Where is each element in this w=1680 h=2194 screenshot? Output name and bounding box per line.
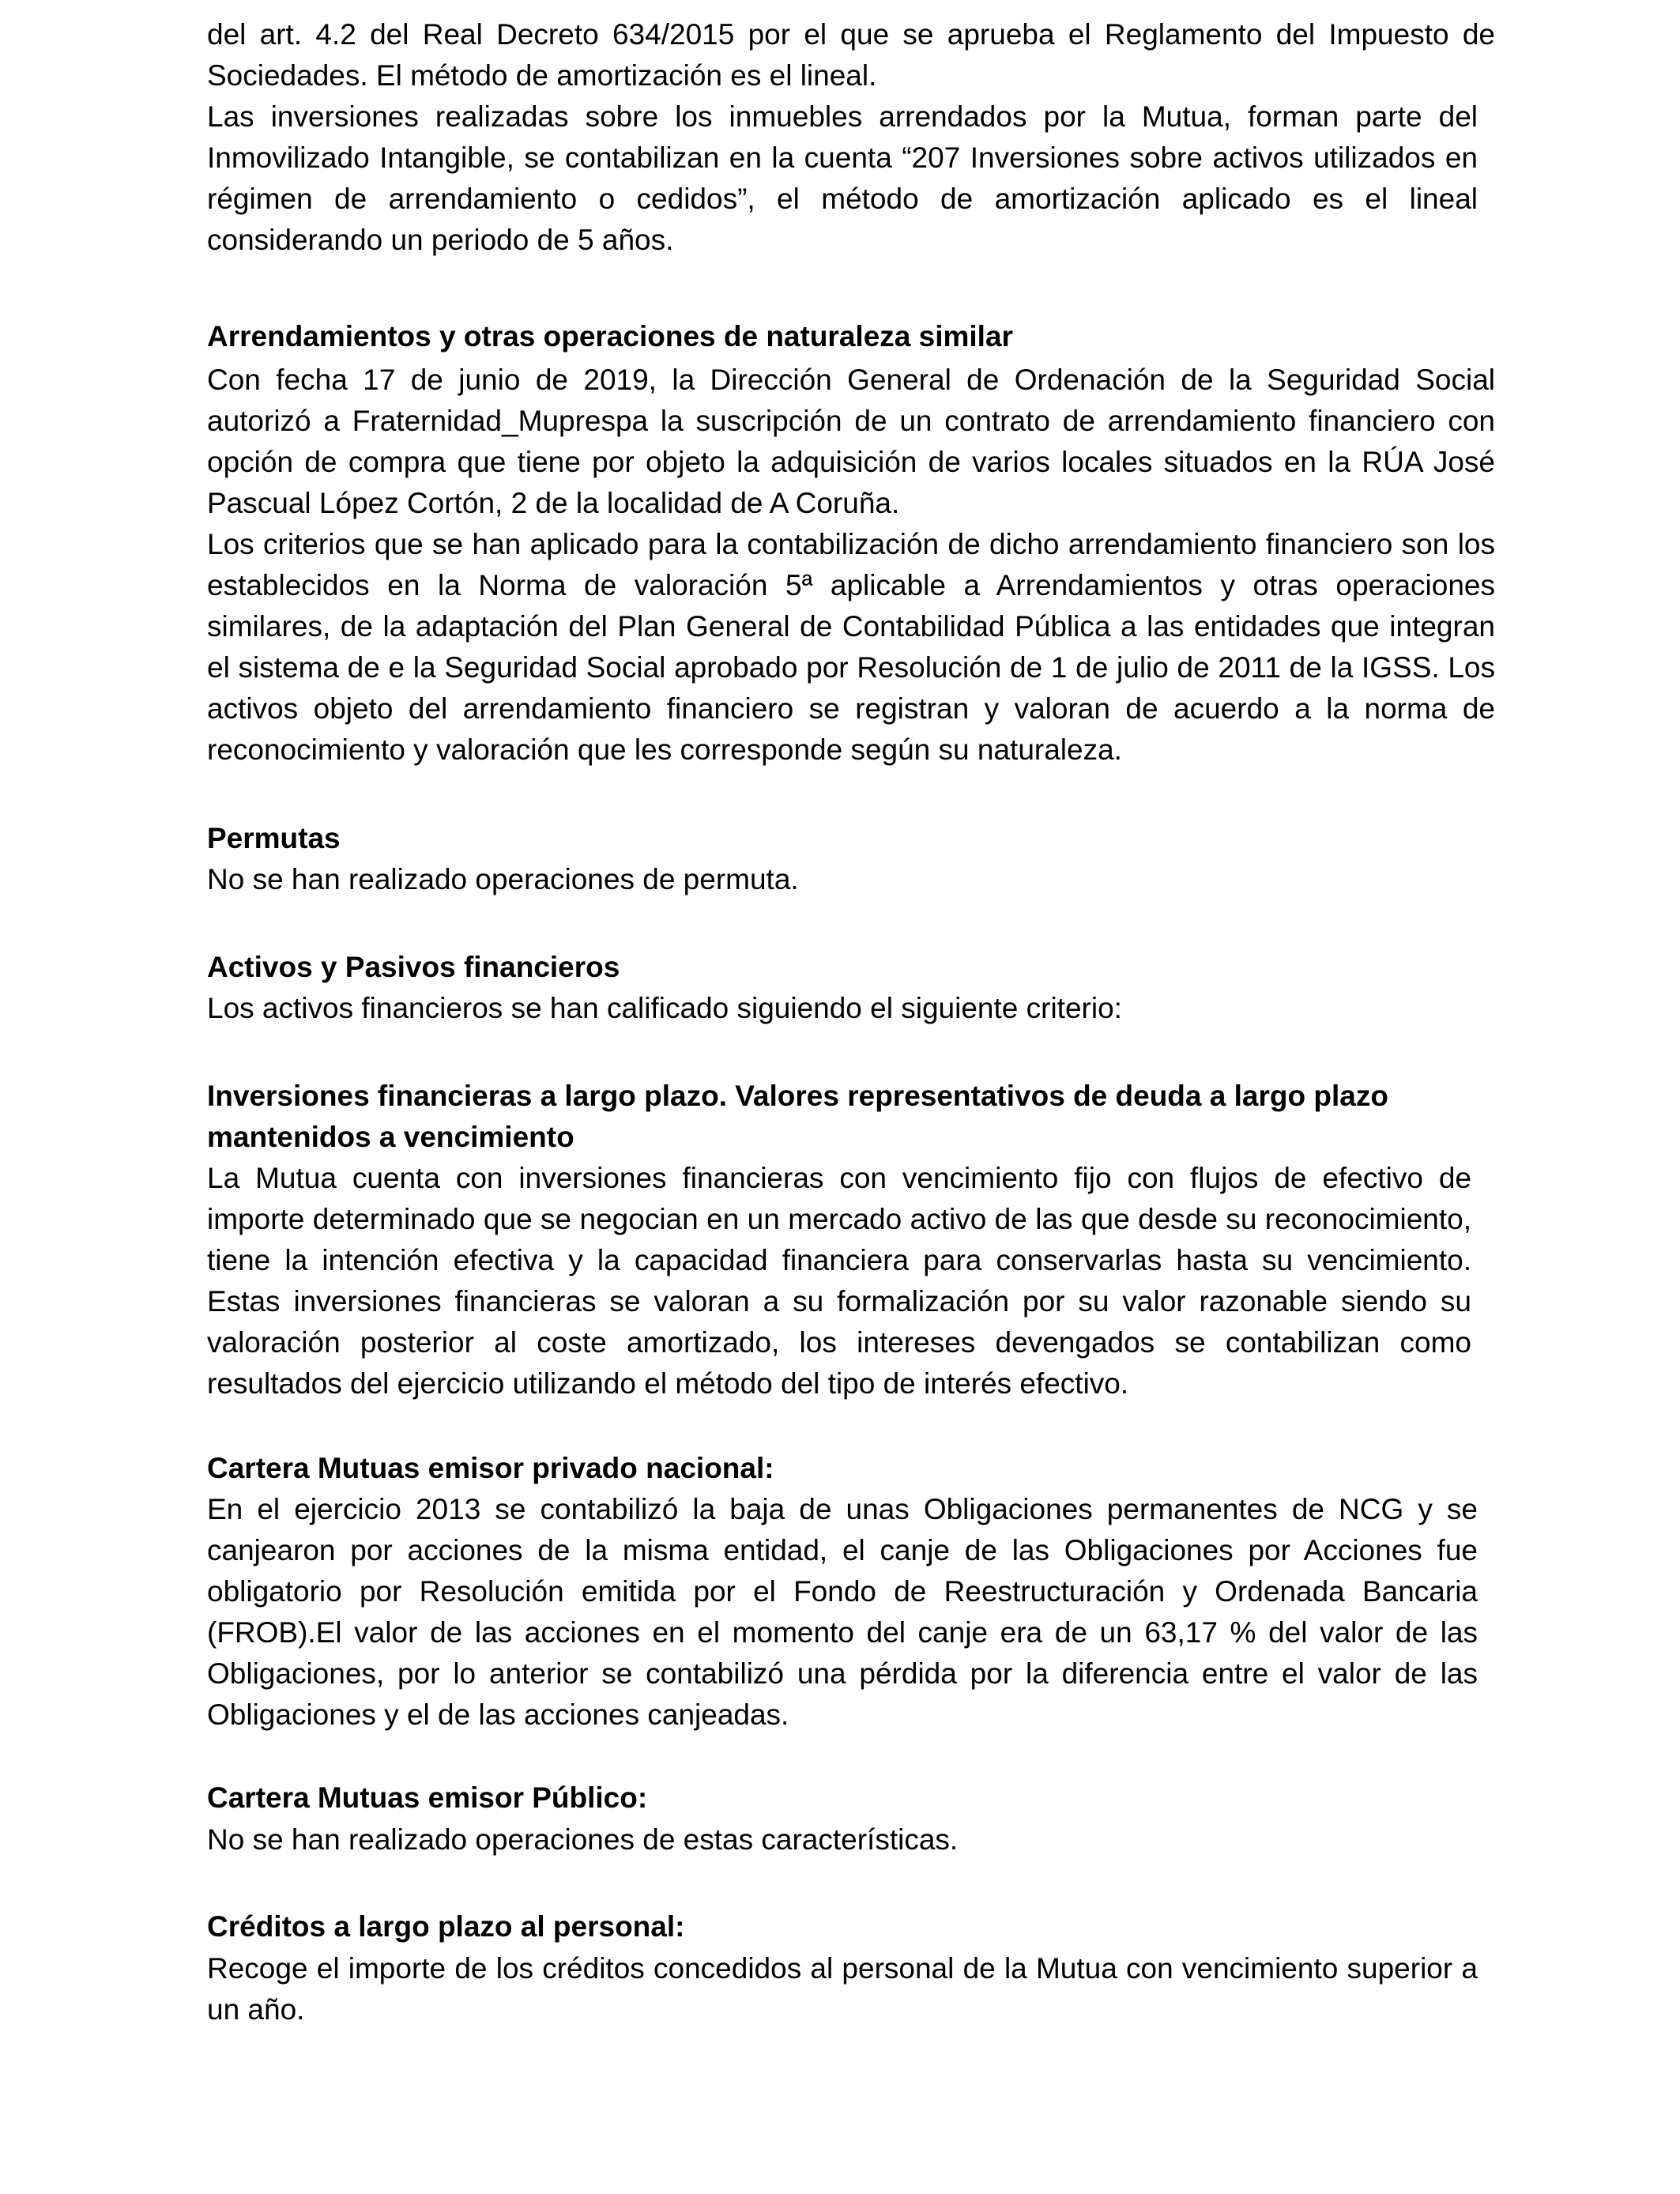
heading-creditos: Créditos a largo plazo al personal:: [207, 1910, 685, 1943]
heading-inversiones: Inversiones financieras a largo plazo. Valores representativos de deuda a largo plazo mantenidos a vencimiento: [207, 1080, 1388, 1153]
heading-cartera-publico: Cartera Mutuas emisor Público:: [207, 1781, 648, 1814]
paragraph-inversiones: La Mutua cuenta con inversiones financieras con vencimiento fijo con flujos de efectivo de importe determinado que se negocian en un mercado activo de las que desde su reconocimiento, tiene la intención efectiva y la capacidad financiera para conservarlas hasta su vencimiento. Estas inversiones financieras se valoran a su formalización por su valor razonable siendo su valoración posterior al coste amortizado, los intereses devengados se contabilizan como resultados del ejercicio utilizando el método del tipo de interés efectivo.: [207, 1162, 1471, 1400]
heading-activos-pasivos: Activos y Pasivos financieros: [207, 951, 620, 983]
paragraph-intro-1: del art. 4.2 del Real Decreto 634/2015 por el que se aprueba el Reglamento del Impuesto de Sociedades. El método de amortización es el lineal.: [207, 18, 1495, 92]
heading-arrendamientos: Arrendamientos y otras operaciones de naturaleza similar: [207, 320, 1013, 352]
paragraph-creditos: Recoge el importe de los créditos concedidos al personal de la Mutua con vencimiento superior a un año.: [207, 1952, 1478, 2026]
paragraph-activos-pasivos: Los activos financieros se han calificado siguiendo el siguiente criterio:: [207, 992, 1122, 1024]
paragraph-cartera-privado: En el ejercicio 2013 se contabilizó la baja de unas Obligaciones permanentes de NCG y se canjearon por acciones de la misma entidad, el canje de las Obligaciones por Acciones fue obligatorio por Resolución emitida por el Fondo de Reestructuración y Ordenada Bancaria (FROB).El valor de las acciones en el momento del canje era de un 63,17 % del valor de las Obligaciones, por lo anterior se contabilizó una pérdida por la diferencia entre el valor de las Obligaciones y el de las acciones canjeadas.: [207, 1493, 1478, 1731]
paragraph-arrendamientos-2: Los criterios que se han aplicado para la contabilización de dicho arrendamiento financiero son los establecidos en la Norma de valoración 5ª aplicable a Arrendamientos y otras operaciones similares, de la adaptación del Plan General de Contabilidad Pública a las entidades que integran el sistema de e la Seguridad Social aprobado por Resolución de 1 de julio de 2011 de la IGSS. Los activos objeto del arrendamiento financiero se registran y valoran de acuerdo a la norma de reconocimiento y valoración que les corresponde según su naturaleza.: [207, 528, 1495, 766]
paragraph-permutas: No se han realizado operaciones de permuta.: [207, 863, 799, 895]
paragraph-arrendamientos-1: Con fecha 17 de junio de 2019, la Dirección General de Ordenación de la Seguridad Social autorizó a Fraternidad_Muprespa la suscripción de un contrato de arrendamiento financiero con opción de compra que tiene por objeto la adquisición de varios locales situados en la RÚA José Pascual López Cortón, 2 de la localidad de A Coruña.: [207, 364, 1495, 519]
paragraph-intro-2: Las inversiones realizadas sobre los inmuebles arrendados por la Mutua, forman parte del Inmovilizado Intangible, se contabilizan en la cuenta “207 Inversiones sobre activos utilizados en régimen de arrendamiento o cedidos”, el método de amortización aplicado es el lineal considerando un periodo de 5 años.: [207, 100, 1478, 256]
heading-cartera-privado: Cartera Mutuas emisor privado nacional:: [207, 1452, 774, 1484]
heading-permutas: Permutas: [207, 822, 341, 854]
paragraph-cartera-publico: No se han realizado operaciones de estas características.: [207, 1823, 959, 1856]
